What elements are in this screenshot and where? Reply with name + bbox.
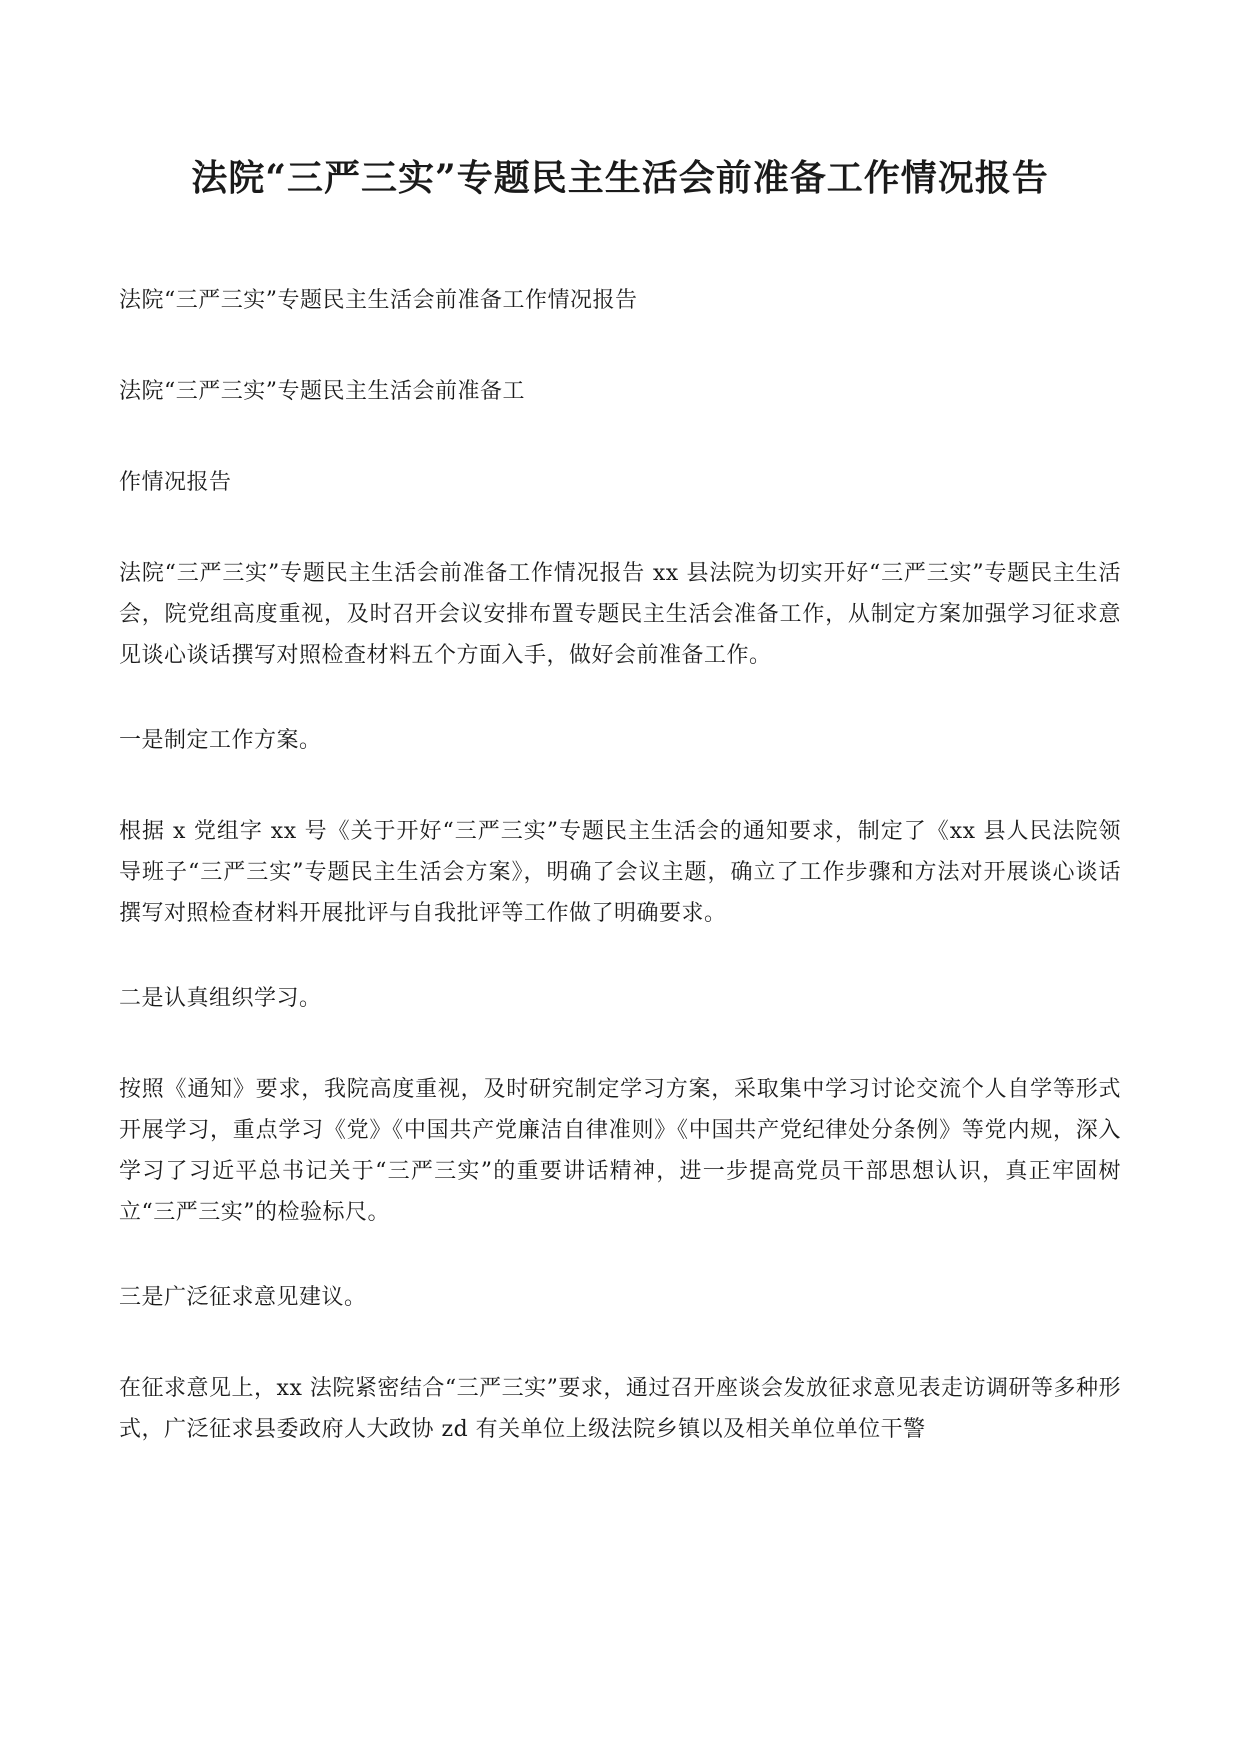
document-title: 法院“三严三实”专题民主生活会前准备工作情况报告	[191, 157, 1049, 199]
section-heading-2: 二是认真组织学习。	[119, 986, 322, 1011]
document-body	[119, 280, 1121, 1494]
paragraph-section-3: 在征求意见上，xx 法院紧密结合“三严三实”要求，通过召开座谈会发放征求意见表走访调研等多种形式，广泛征求县委政府人大政协 zd 有关单位上级法院乡镇以及相关单位单位干警	[119, 1376, 1121, 1442]
section-heading-3: 三是广泛征求意见建议。	[119, 1285, 367, 1310]
paragraph-title-part-2: 作情况报告	[119, 470, 232, 495]
paragraph-section-2: 按照《通知》要求，我院高度重视，及时研究制定学习方案，采取集中学习讨论交流个人自学等形式开展学习，重点学习《党》《中国共产党廉洁自律准则》《中国共产党纪律处分条例》等党内规，深入学习了习近平总书记关于“三严三实”的重要讲话精神，进一步提高党员干部思想认识，真正牢固树立“三严三实”的检验标尺。	[119, 1077, 1121, 1225]
section-heading-1: 一是制定工作方案。	[119, 728, 322, 753]
paragraph-title-part-1: 法院“三严三实”专题民主生活会前准备工	[119, 379, 525, 404]
paragraph-intro: 法院“三严三实”专题民主生活会前准备工作情况报告 xx 县法院为切实开好“三严三实”专题民主生活会，院党组高度重视，及时召开会议安排布置专题民主生活会准备工作，从制定方案加强学习征求意见谈心谈话撰写对照检查材料五个方面入手，做好会前准备工作。	[119, 561, 1121, 668]
paragraph-section-1: 根据 x 党组字 xx 号《关于开好“三严三实”专题民主生活会的通知要求，制定了《xx 县人民法院领导班子“三严三实”专题民主生活会方案》，明确了会议主题，确立了工作步骤和方法对开展谈心谈话撰写对照检查材料开展批评与自我批评等工作做了明确要求。	[119, 819, 1121, 926]
paragraph-repeat-title: 法院“三严三实”专题民主生活会前准备工作情况报告	[119, 288, 638, 313]
